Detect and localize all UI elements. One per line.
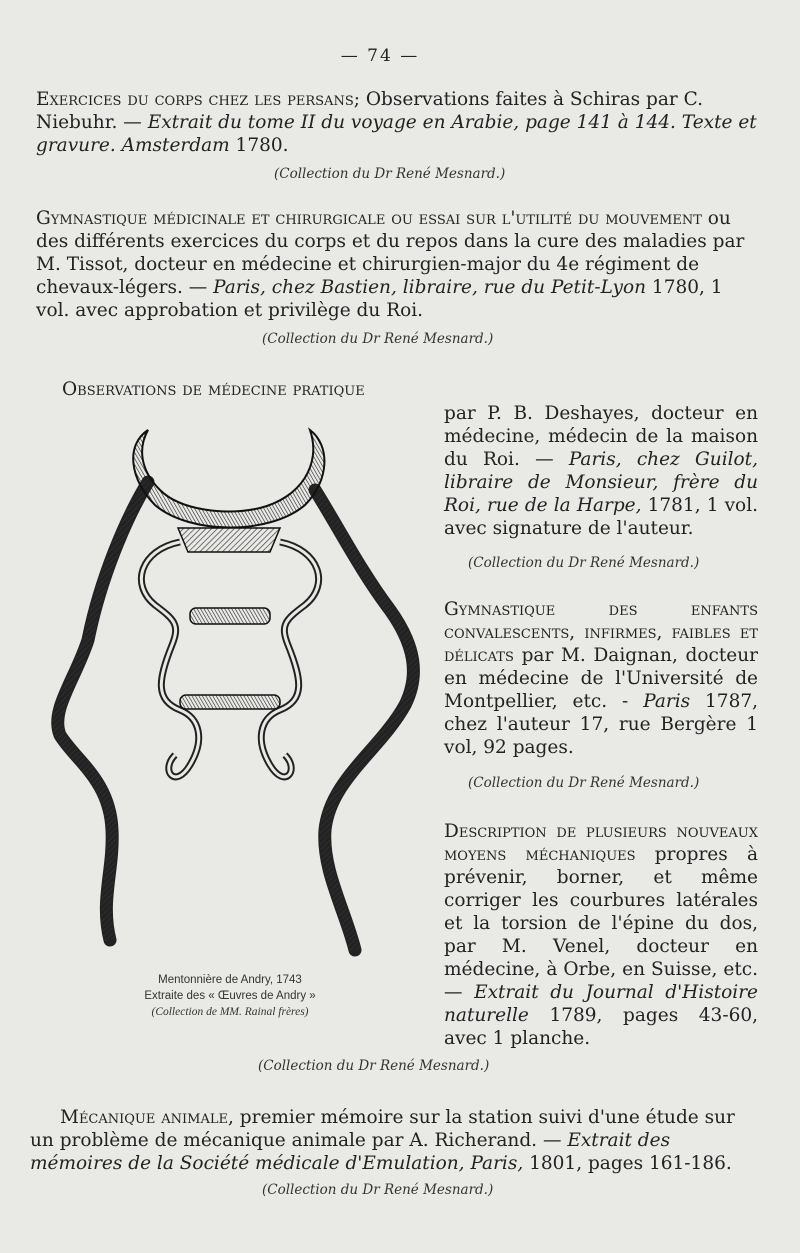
collection-note: (Collection du Dr René Mesnard.) [258,1058,490,1074]
entry-title: Mécanique animale, [60,1107,234,1128]
entry-italic: Paris [643,691,691,712]
entry-1 [36,88,758,157]
left-strap [58,482,148,940]
chin-cup [133,430,324,528]
mentonniere-illustration [30,410,430,970]
collection-note: (Collection du Dr René Mesnard.) [262,1182,494,1198]
entry-tail: 1787, chez l'auteur 17, rue Bergère 1 vol, 92 pages. [444,691,758,758]
entry-tail: 1780. [229,135,289,156]
entry-3-body [444,402,758,540]
caption-line-3: (Collection de MM. Rainal frères) [151,1006,309,1018]
entry-text: ou des différents exercices du corps et du repos dans la cure des maladies par M. Tissot, docteur en médecine et chirurgien-major du 4e régiment de chevaux-légers. — [36,208,745,298]
collection-note: (Collection du Dr René Mesnard.) [468,775,700,791]
entry-italic: Paris, chez Bastien, libraire, rue du Petit-Lyon [213,277,647,298]
entry-italic: Extrait du Journal d'Histoire naturelle [444,982,758,1026]
entry-tail: 1801, pages 161-186. [523,1153,732,1174]
entry-text: premier mémoire sur la station suivi d'une étude sur un problème de mécanique animale par A. Richerand. — [30,1107,735,1151]
entry-title: Description de plusieurs nouveaux moyens méchaniques [444,821,758,865]
caption-line-2: Extraite des « Œuvres de Andry » [144,990,316,1002]
entry-4 [444,598,758,759]
entry-title: Observations de médecine pratique [62,379,365,400]
figure-caption [110,972,350,1020]
entry-text: par M. Daignan, docteur en médecine de l'Université de Montpellier, etc. - [444,645,758,712]
entry-tail: 1780, 1 vol. avec approbation et privilège du Roi. [36,277,723,321]
collection-note: (Collection du Dr René Mesnard.) [262,331,494,347]
entry-italic: Paris, chez Guilot, libraire de Monsieur, frère du Roi, rue de la Harpe, [444,449,758,516]
collection-note: (Collection du Dr René Mesnard.) [468,555,700,571]
collection-note: (Collection du Dr René Mesnard.) [274,166,506,182]
entry-title: Exercices du corps chez les persans; [36,89,360,110]
entry-italic: Extrait des mémoires de la Société médicale d'Emulation, Paris, [30,1130,671,1174]
entry-3-header [62,378,762,401]
entry-text: par P. B. Deshayes, docteur en médecine, médecin de la maison du Roi. — [444,403,758,470]
entry-italic: Extrait du tome II du voyage en Arabie, page 141 à 144. Texte et gravure. Amsterdam [36,112,757,156]
entry-tail: 1781, 1 vol. avec signature de l'auteur. [444,495,758,539]
entry-5 [444,820,758,1050]
entry-text: Observations faites à Schiras par C. Niebuhr. — [36,89,703,133]
entry-2 [36,207,758,322]
entry-title: Gymnastique des enfants convalescents, infirmes, faibles et délicats [444,599,758,666]
entry-title: Gymnastique médicinale et chirurgicale ou essai sur l'utilité du mouvement [36,208,702,229]
page-number: — 74 — [340,46,420,66]
entry-text: propres à prévenir, borner, et même corriger les courbures latérales et la torsion de l'épine du dos, par M. Venel, docteur en médecine, à Orbe, en Suisse, etc. — [444,844,758,1003]
entry-tail: 1789, pages 43-60, avec 1 planche. [444,1005,758,1049]
caption-line-1: Mentonnière de Andry, 1743 [158,974,302,986]
entry-6 [30,1106,758,1175]
